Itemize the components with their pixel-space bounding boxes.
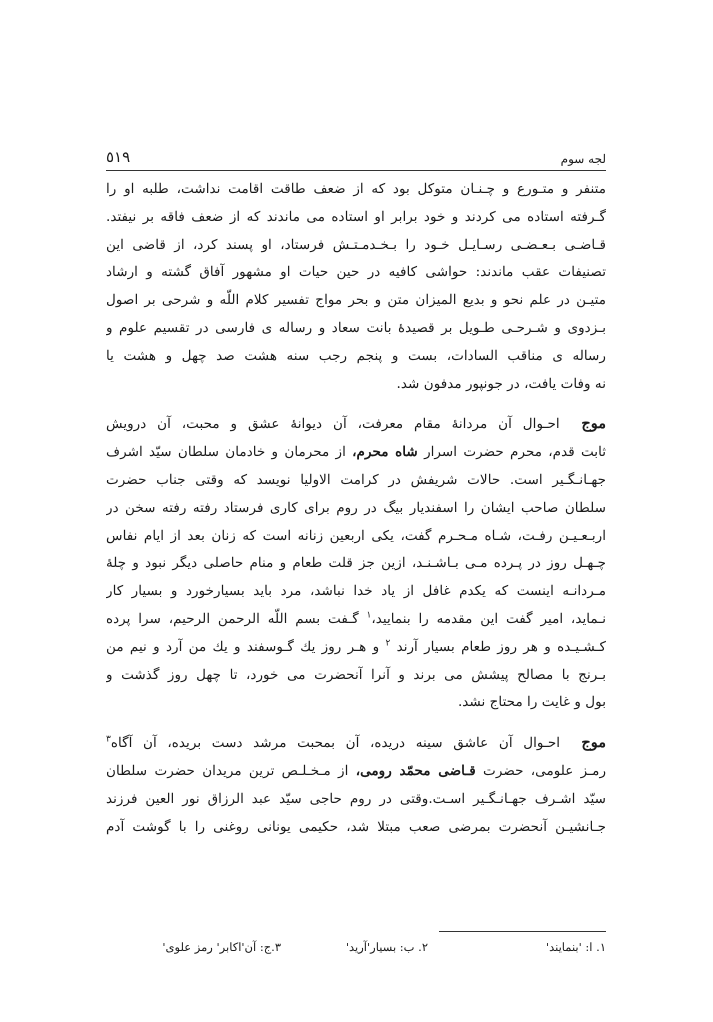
text-run: احـوال آن مردانهٔ مقام معرفت، آن دیوانهٔ عشق و محبت، آن درویش bbox=[106, 416, 560, 433]
text-line: اربـعـیـن رفـت، شـاه مـحـرم گفت، یکی اربعین زنانه است که زنان بعد از ایام نفاس bbox=[106, 527, 606, 544]
footnote-marker: ٣ bbox=[106, 734, 111, 745]
paragraph-1 bbox=[106, 176, 606, 398]
text-line bbox=[106, 634, 606, 662]
paragraph-gap bbox=[106, 398, 606, 410]
text-run: نـماید، امیر گفت این مقدمه را بنمایید، bbox=[371, 610, 606, 627]
text-line: سلطان صاحب ایشان را اسفندیار بیگ در روم برای کاری فرستاد رفته رفته سخن در bbox=[106, 499, 606, 516]
text-line: مـردانـه اینست که یکدم غافل از یاد خدا نباشد، مرد باید بسیارخورد و بسیار کار bbox=[106, 583, 606, 600]
text-line bbox=[106, 439, 606, 467]
text-line: بـرنج با مصالح پیشش می برند و آنرا آنحضرت می خورد، تا چهل روز گذشت و bbox=[106, 666, 606, 683]
page-header bbox=[106, 148, 606, 170]
footnote-1: ١. ا: 'بنمایند' bbox=[545, 940, 606, 954]
text-line: تصنیفات عقب ماندند: حواشی کافیه در حین حیات او مشهور آفاق گشته و ارشاد bbox=[106, 264, 606, 281]
text-line: قـاضـی بـعـضـی رسـایـل خـود را بـخـدمـتـش فرستاد، او پسند کرد، از قاضی این bbox=[106, 236, 606, 253]
text-run: رمـز علومی، حضرت bbox=[483, 762, 606, 779]
text-line: سیّد اشـرف جهـانـگـیر اسـت.وقتی در روم حاجی سیّد عبد الرزاق نور العین فرزند bbox=[106, 790, 606, 807]
running-title: لجه سوم bbox=[560, 152, 606, 166]
text-run: کـشـیـده و هر روز طعام بسیار آرند bbox=[396, 638, 606, 655]
person-name: قـاضی محمّد رومی، bbox=[355, 762, 476, 779]
paragraph-3 bbox=[106, 729, 606, 841]
text-run: و هـر روز یك گـوسفند و یك من آرد و نیم من bbox=[106, 638, 380, 655]
footnote-3: ٣.ج: آن'اکابر' رمز علوی' bbox=[162, 940, 281, 954]
text-line: جهـانـگـیر است. حالات شریفش در کرامت الاولیا نویسد که وقتی جناب حضرت bbox=[106, 471, 606, 488]
text-line: نه وفات یافت، در جونپور مدفون شد. bbox=[396, 375, 606, 392]
paragraph-gap bbox=[106, 717, 606, 729]
footnote-marker: ٢ bbox=[385, 638, 391, 649]
text-line: چـهـل روز در پـرده مـی بـاشـنـد، ازین جز قلت طعام و منام حاصلی دیگر نبود و چلهٔ bbox=[106, 555, 606, 572]
person-name: شاه محرم، bbox=[352, 444, 418, 461]
text-line bbox=[106, 410, 606, 439]
footnote-rule bbox=[439, 931, 606, 932]
text-line: گـرفته استاده می کردند و خود برابر او استاده می ماندند که از ضعف فاقه بر نیفتد. bbox=[106, 208, 606, 225]
footnotes bbox=[106, 940, 606, 960]
text-line: جـانشیـن آنحضرت بمرضی صعب مبتلا شد، حکیمی یونانی روغنی را با گوشت آدم bbox=[106, 818, 606, 835]
text-line: متیـن در علم نحو و بدیع المیزان متن و بحر مواج تفسیر کلام اللّه و شرحی بر اصول bbox=[106, 292, 606, 309]
mowj-heading: موج bbox=[581, 734, 606, 752]
footnote-2: ٢. ب: بسیار'آرید' bbox=[345, 940, 428, 954]
text-line bbox=[106, 758, 606, 786]
page-number: ٥١٩ bbox=[106, 148, 131, 166]
text-line: بول و غایت را محتاج نشد. bbox=[457, 694, 606, 711]
text-run: از مـخـلـص ترین مریدان حضرت سلطان bbox=[106, 762, 349, 779]
paragraph-2 bbox=[106, 410, 606, 717]
text-line bbox=[106, 606, 606, 634]
text-run: احـوال آن عاشق سینه دریده، آن بمحبت مرشد دست بریده، آن آگاه bbox=[110, 735, 561, 752]
text-line: متنفر و متـورع و چـنـان متوکل بود که از ضعف طاقت اقامت نداشت، طلبه او را bbox=[106, 181, 606, 197]
page-body bbox=[106, 176, 606, 841]
text-run: از محرمان و خادمان سلطان سیّد اشرف bbox=[106, 444, 346, 461]
text-line: رساله ی مناقب السادات، بست و پنجم رجب سنه هشت صد چهل و هشت یا bbox=[106, 347, 606, 364]
footnote-marker: ١ bbox=[366, 610, 372, 621]
mowj-heading: موج bbox=[581, 415, 606, 433]
text-run: ثابت قدم، محرم حضرت اسرار bbox=[424, 444, 606, 461]
text-run: گـفت بسم اللّه الرحمن الرحیم، سرا پرده bbox=[106, 610, 359, 627]
header-rule bbox=[106, 170, 606, 171]
text-line bbox=[106, 729, 606, 758]
text-line: بـزدوی و شـرحـی طـویل بر قصیدهٔ بانت سعاد و رساله ی فارسی در تقسیم علوم و bbox=[106, 319, 606, 336]
